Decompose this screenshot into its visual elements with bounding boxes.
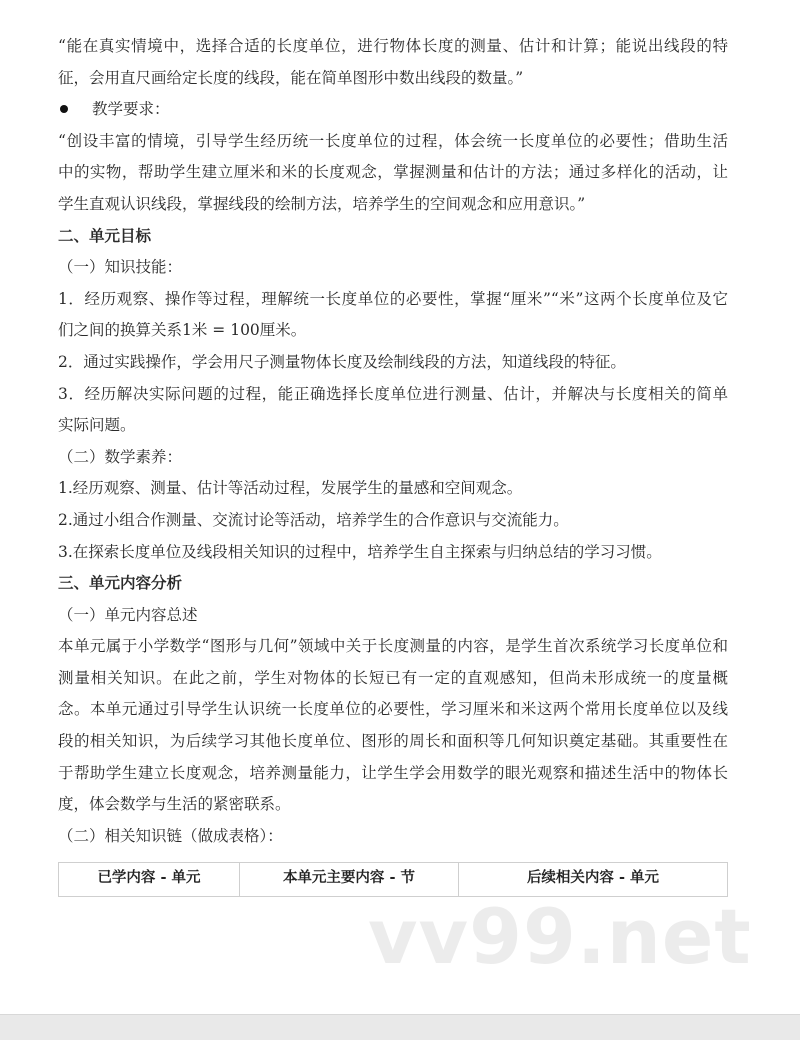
text-line: 本单元属于小学数学“图形与几何”领域中关于长度测量的内容，是学生首次系统学习长度单位和 bbox=[58, 637, 728, 656]
text-line: 征，会用直尺画给定长度的线段，能在简单图形中数出线段的数量。” bbox=[58, 68, 524, 87]
text-line: 3.在探索长度单位及线段相关知识的过程中，培养学生自主探索与归纳总结的学习习惯。 bbox=[58, 542, 662, 561]
subheading: （二）数学素养： bbox=[58, 447, 183, 466]
text-line: 于帮助学生建立长度观念，培养测量能力，让学生学会用数学的眼光观察和描述生活中的物体长 bbox=[58, 763, 728, 782]
bullet-item bbox=[58, 94, 728, 126]
bullet-icon bbox=[60, 105, 68, 113]
document-body bbox=[58, 31, 728, 852]
text-line: 2．通过实践操作，学会用尺子测量物体长度及绘制线段的方法，知道线段的特征。 bbox=[58, 352, 626, 371]
text-line: 学生直观认识线段，掌握线段的绘制方法，培养学生的空间观念和应用意识。” bbox=[58, 194, 586, 213]
text-line: “创设丰富的情境，引导学生经历统一长度单位的过程，体会统一长度单位的必要性；借助生活 bbox=[58, 131, 728, 150]
subheading: （一）单元内容总述 bbox=[58, 605, 198, 624]
text-line: 1．经历观察、操作等过程，理解统一长度单位的必要性，掌握“厘米”“米”这两个长度单位及它 bbox=[58, 289, 728, 308]
watermark: vv99.net bbox=[368, 892, 752, 981]
text-line: 1.经历观察、测量、估计等活动过程，发展学生的量感和空间观念。 bbox=[58, 479, 523, 498]
text-line: 2.通过小组合作测量、交流讨论等活动，培养学生的合作意识与交流能力。 bbox=[58, 510, 569, 529]
section-heading: 三、单元内容分析 bbox=[58, 574, 183, 593]
subheading: （一）知识技能： bbox=[58, 258, 183, 277]
text-line: 中的实物，帮助学生建立厘米和米的长度观念，掌握测量和估计的方法；通过多样化的活动，让 bbox=[58, 163, 728, 182]
table-header-cell: 后续相关内容 - 单元 bbox=[526, 870, 660, 886]
text-line: 测量相关知识。在此之前，学生对物体的长短已有一定的直观感知，但尚未形成统一的度量概 bbox=[58, 668, 728, 687]
section-heading: 二、单元目标 bbox=[58, 226, 152, 245]
text-line: 实际问题。 bbox=[58, 416, 136, 435]
teaching-req-label: 教学要求： bbox=[92, 100, 170, 119]
page-bottom-bar bbox=[0, 1014, 800, 1040]
subheading: （二）相关知识链（做成表格）： bbox=[58, 826, 283, 845]
text-line: 度，体会数学与生活的紧密联系。 bbox=[58, 795, 291, 814]
table-header-cell: 已学内容 - 单元 bbox=[59, 863, 240, 896]
table-header-cell: 本单元主要内容 - 节 bbox=[240, 863, 459, 896]
text-line: 3．经历解决实际问题的过程，能正确选择长度单位进行测量、估计，并解决与长度相关的简单 bbox=[58, 384, 728, 403]
text-line: “能在真实情境中，选择合适的长度单位，进行物体长度的测量、估计和计算；能说出线段的特 bbox=[58, 37, 728, 55]
text-line: 们之间的换算关系1米 = 100厘米。 bbox=[58, 321, 307, 340]
text-line: 段的相关知识，为后续学习其他长度单位、图形的周长和面积等几何知识奠定基础。其重要性在 bbox=[58, 732, 728, 751]
text-line: 念。本单元通过引导学生认识统一长度单位的必要性，学习厘米和米这两个常用长度单位以及线 bbox=[58, 700, 728, 719]
